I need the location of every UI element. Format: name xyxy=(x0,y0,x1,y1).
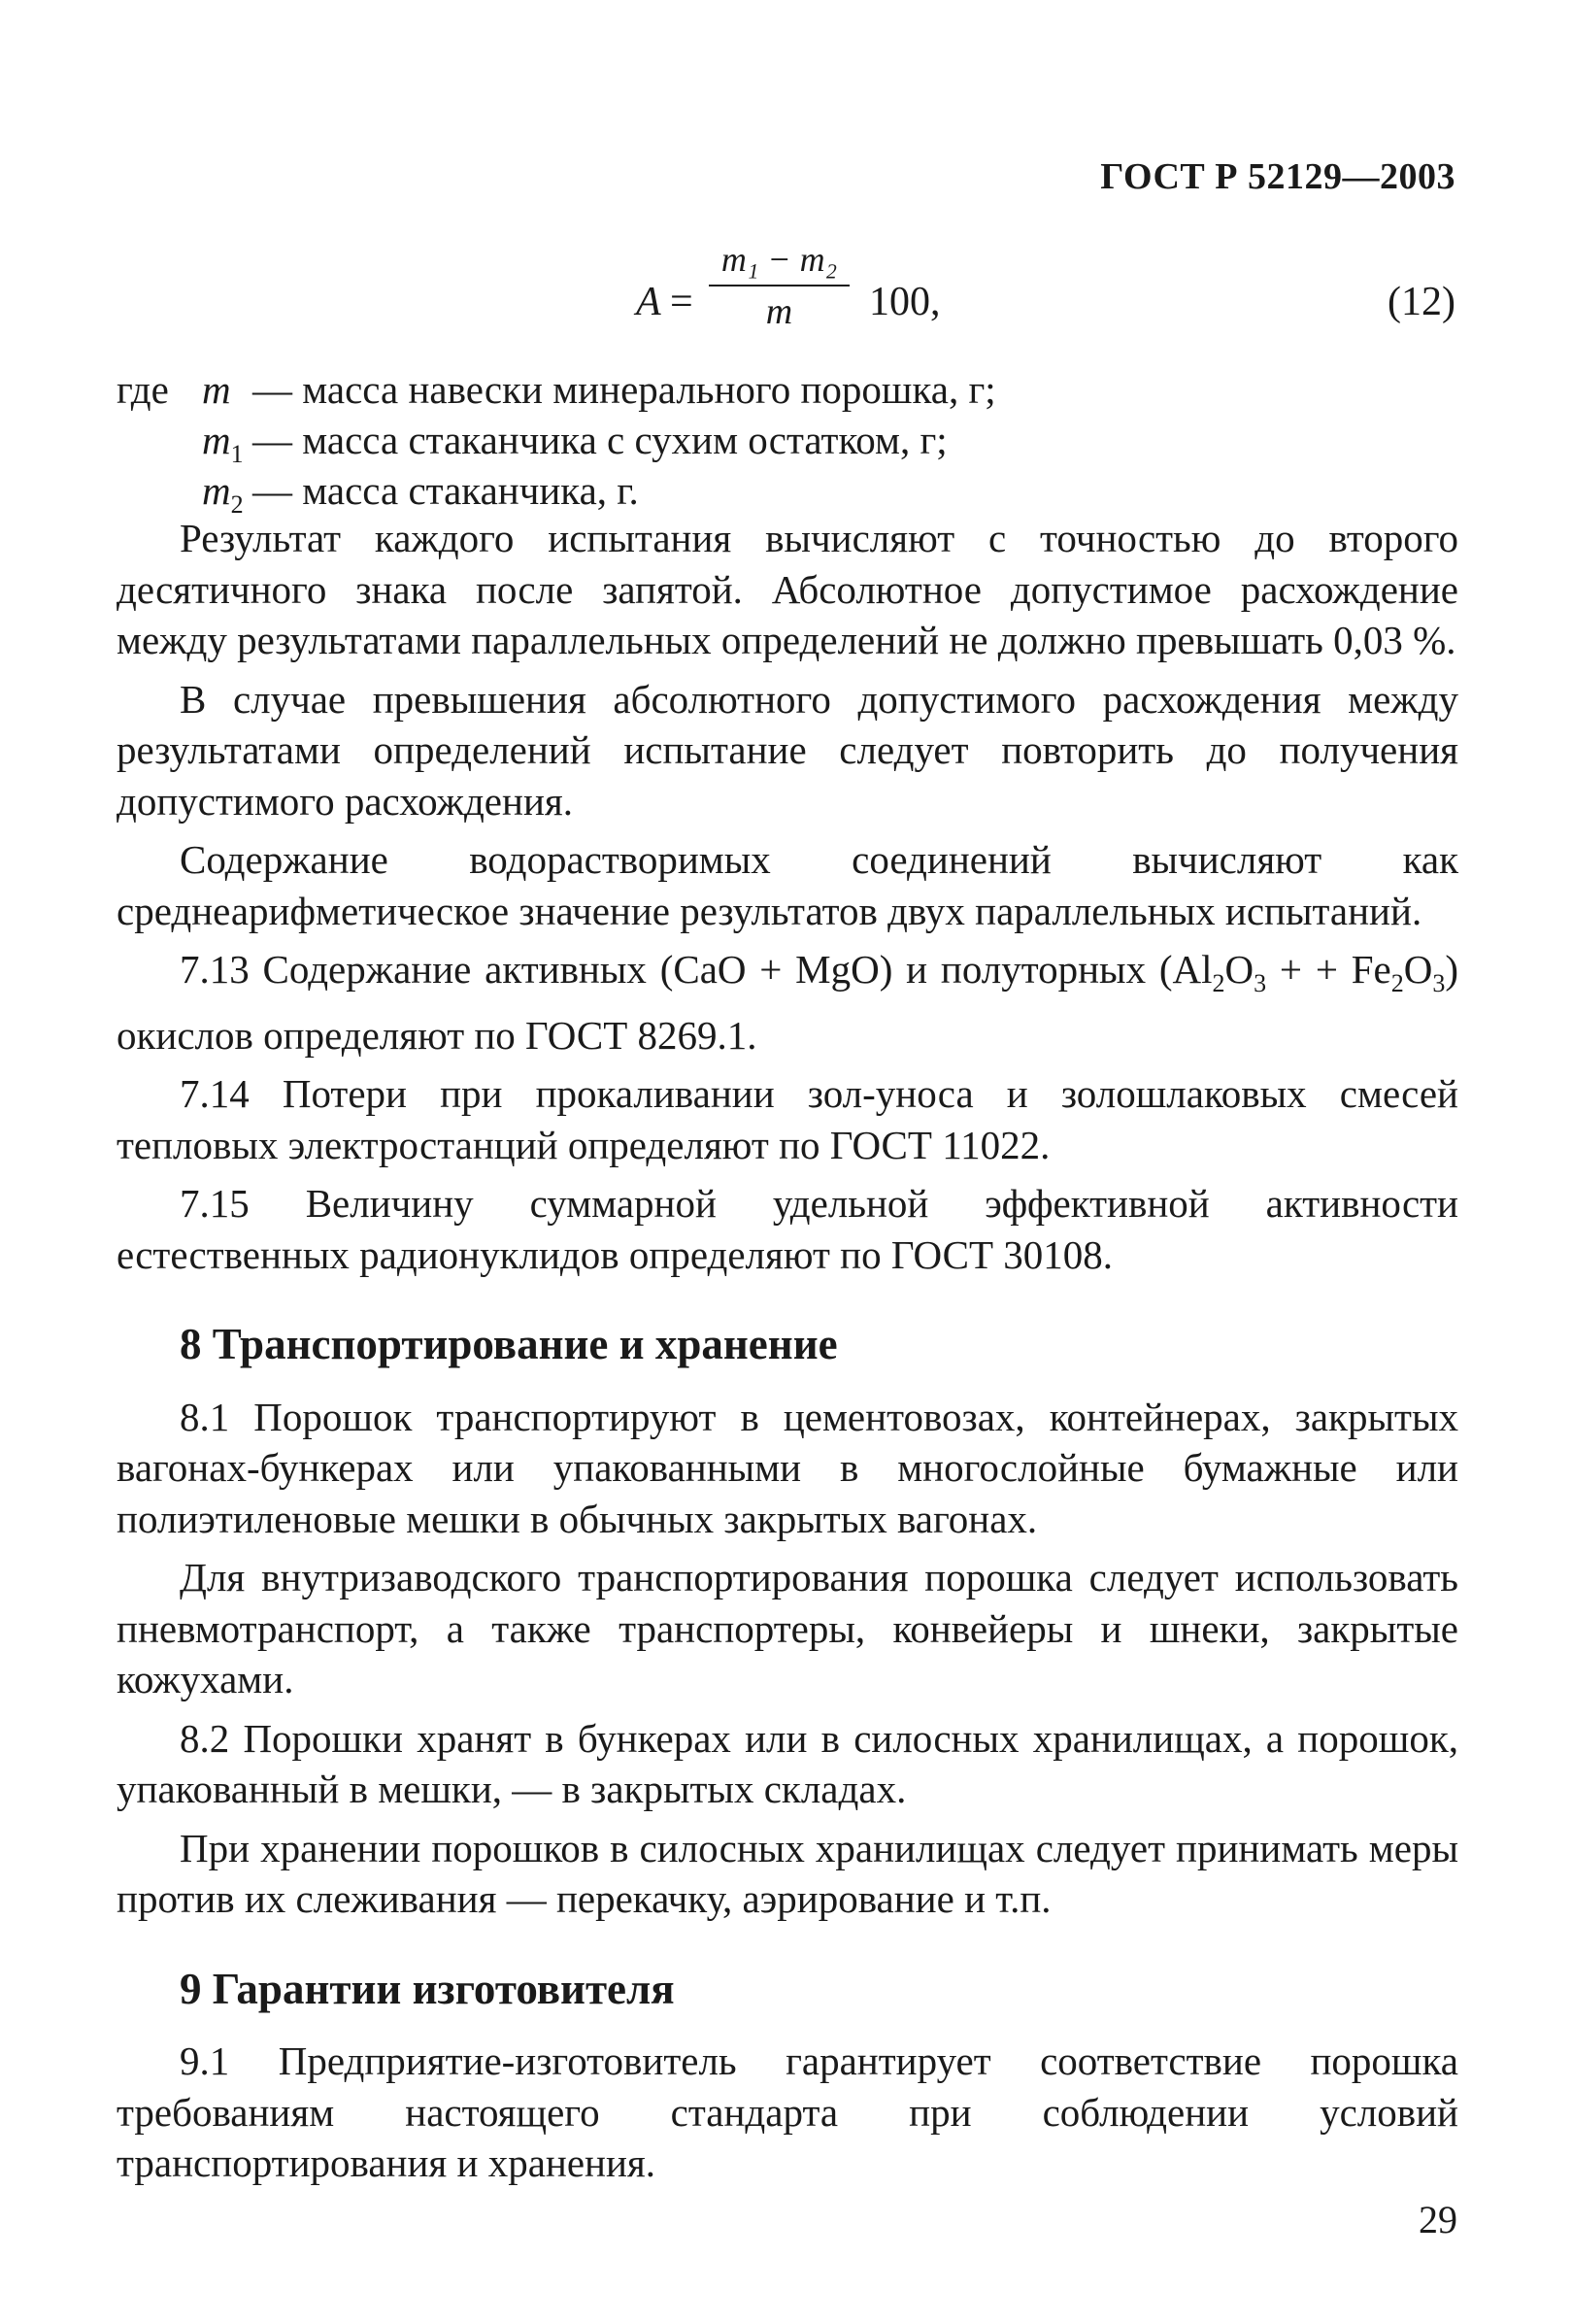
formula-12 xyxy=(0,238,1572,345)
paragraph-8-1-internal: Для внутризаводского транспортирования порошка следует использовать пневмотранспорт, а также транспортеры, конвейеры и шнеки, закрытые кожухами. xyxy=(117,1555,1458,1702)
paragraph-8-1: 8.1 Порошок транспортируют в цементовозах, контейнерах, закрытых вагонах-бункерах или упакованными в многослойные бумажные или полиэтиленовые мешки в обычных закрытых вагонах. xyxy=(117,1394,1458,1541)
document-body xyxy=(117,513,1458,2197)
paragraph-water-soluble: Содержание водорастворимых соединений вычисляют как среднеарифметическое значение результатов двух параллельных испытаний. xyxy=(117,837,1458,933)
definition-text: — масса стаканчика, г. xyxy=(252,468,639,513)
section-8-title: 8 Транспортирование и хранение xyxy=(180,1320,838,1369)
definition-symbol: m xyxy=(202,367,231,412)
definition-where: где xyxy=(117,367,169,412)
definition-text: — масса навески минерального порошка, г; xyxy=(252,367,996,412)
definition-symbol: $m_2$ xyxy=(202,468,244,520)
page-number: 29 xyxy=(1419,2198,1457,2241)
paragraph-result-accuracy: Результат каждого испытания вычисляют с точностью до второго десятичного знака после запятой. Абсолютное допустимое расхождение между результатами параллельных определений не должно превышать 0,03 %. xyxy=(117,516,1458,662)
paragraph-repeat-test: В случае превышения абсолютного допустимого расхождения между результатами определений испытание следует повторить до получения допустимого расхождения. xyxy=(117,676,1458,824)
formula-denominator: m xyxy=(765,291,793,332)
formula-equals: = xyxy=(670,280,693,324)
paragraph-8-2: 8.2 Порошки хранят в бункерах или в силосных хранилищах, а порошок, упакованный в мешки, — в закрытых складах. xyxy=(117,1715,1458,1812)
formula-fraction xyxy=(709,238,850,331)
paragraph-7-13: 7.13 Содержание активных (CaO + MgO) и полуторных ($Al_2O_3$ + + $Fe_2O_3$) окислов определяют по ГОСТ 8269.1. xyxy=(117,947,1458,1058)
formula-lhs: A xyxy=(636,280,661,324)
fraction-bar xyxy=(709,285,850,286)
section-9-title: 9 Гарантии изготовителя xyxy=(180,1964,675,2013)
paragraph-7-15: 7.15 Величину суммарной удельной эффективной активности естественных радионуклидов определяют по ГОСТ 30108. xyxy=(117,1181,1458,1277)
equation-number: (12) xyxy=(1388,280,1455,324)
definition-symbol: $m_1$ xyxy=(202,418,244,469)
definition-text: — масса стаканчика с сухим остатком, г; xyxy=(252,418,948,462)
paragraph-9-1: 9.1 Предприятие-изготовитель гарантирует соответствие порошка требованиям настоящего стандарта при соблюдении условий транспортирования и хранения. xyxy=(117,2038,1458,2186)
paragraph-7-14: 7.14 Потери при прокаливании зол-уноса и золошлаковых смесей тепловых электростанций определяют по ГОСТ 11022. xyxy=(117,1071,1458,1167)
paragraph-8-2-storage: При хранении порошков в силосных хранилищах следует принимать меры против их слеживания — перекачку, аэрирование и т.п. xyxy=(117,1825,1458,1922)
formula-factor: 100, xyxy=(869,280,941,324)
formula-numerator: m₁ − m₂ xyxy=(720,240,838,279)
standard-header: ГОСТ Р 52129—2003 xyxy=(1100,156,1455,197)
